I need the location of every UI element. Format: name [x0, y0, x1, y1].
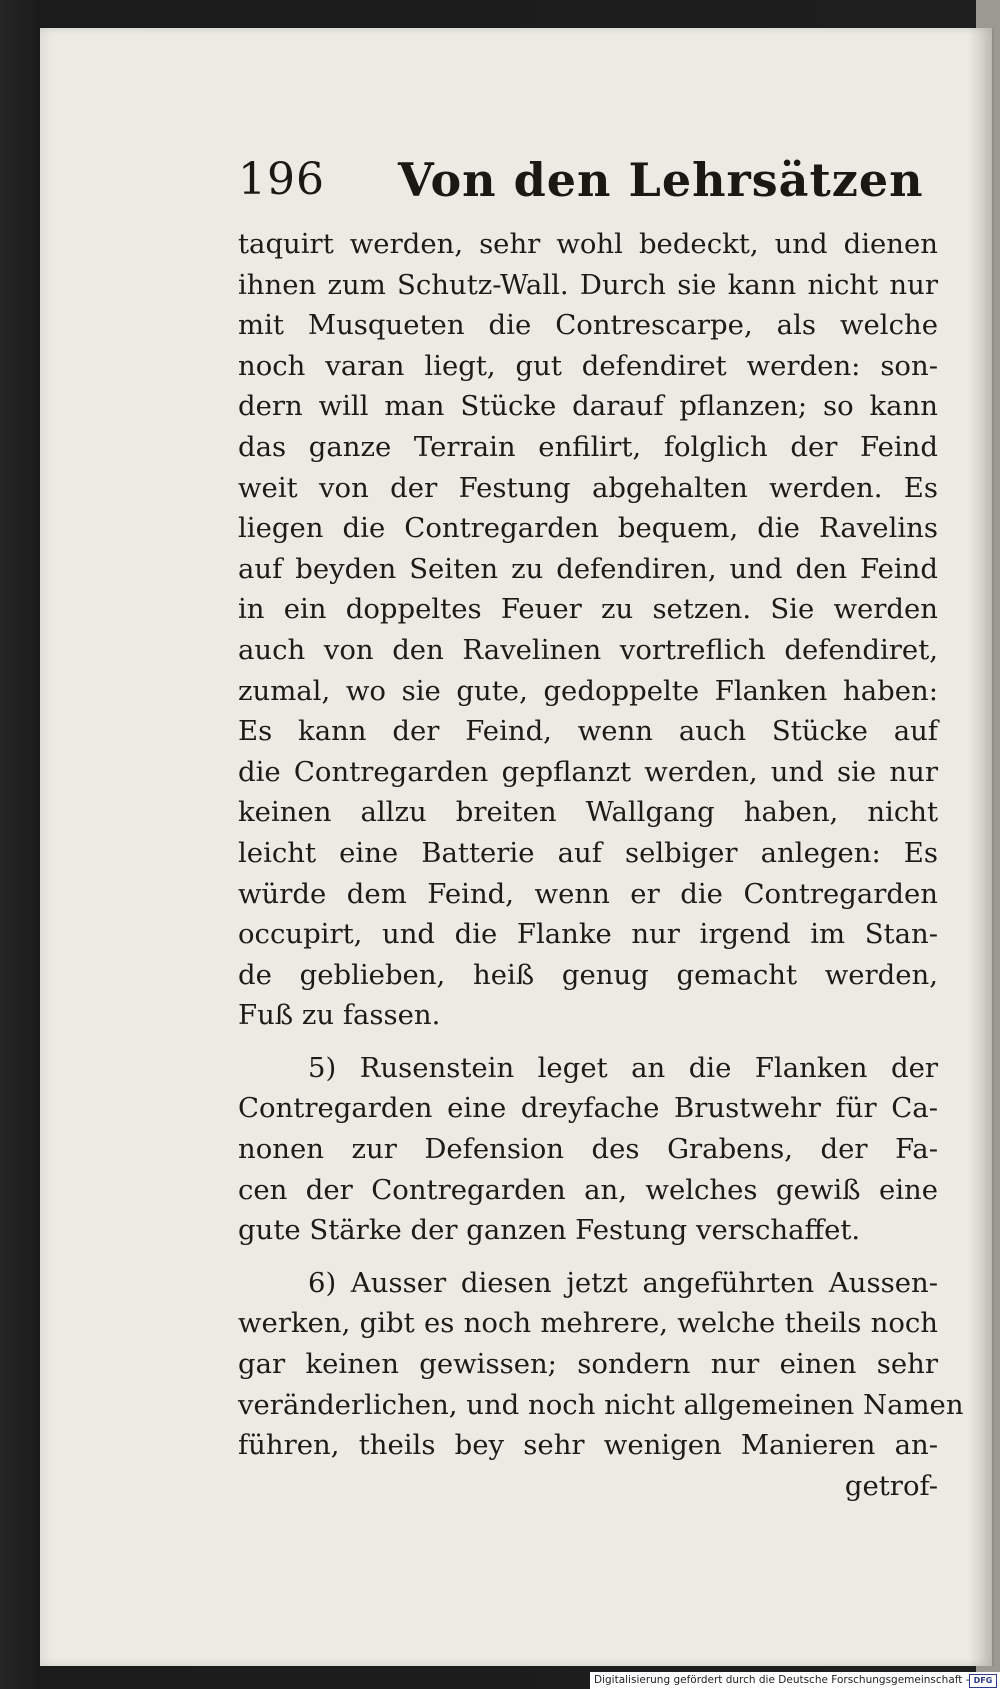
text-line: auf beyden Seiten zu defendiren, und den Feind	[238, 552, 938, 585]
paragraph-gap	[238, 1251, 938, 1263]
text-line: dern will man Stücke darauf pflanzen; so kann	[238, 390, 938, 423]
text-line: auch von den Ravelinen vortreflich defendiret,	[238, 633, 938, 666]
paragraph-5-line: nonen zur Defension des Grabens, der Fa-	[238, 1133, 938, 1166]
paragraph-6-line: werken, gibt es noch mehrere, welche theils noch	[238, 1307, 938, 1340]
paragraph-6-line: 6) Ausser diesen jetzt angeführten Aussen-	[308, 1266, 938, 1299]
page-number: 196	[238, 154, 325, 205]
text-line: würde dem Feind, wenn er die Contregarden	[238, 877, 938, 910]
page-edge-shadow	[968, 28, 994, 1666]
paragraph-5-line: 5) Rusenstein leget an die Flanken der	[308, 1051, 938, 1084]
text-line: liegen die Contregarden bequem, die Ravelins	[238, 512, 938, 545]
text-line: taquirt werden, sehr wohl bedeckt, und dienen	[238, 228, 938, 260]
paragraph-6-line: gar keinen gewissen; sondern nur einen sehr	[238, 1348, 938, 1381]
page-header	[238, 150, 938, 220]
text-line: ihnen zum Schutz-Wall. Durch sie kann nicht nur	[238, 268, 938, 301]
text-line: Es kann der Feind, wenn auch Stücke auf	[238, 715, 938, 748]
text-line: keinen allzu breiten Wallgang haben, nicht	[238, 796, 938, 829]
paragraph-5-line: cen der Contregarden an, welches gewiß eine	[238, 1173, 938, 1206]
paragraph-6-line: veränderlichen, und noch nicht allgemeinen Namen	[238, 1388, 964, 1421]
paragraph-5-line: gute Stärke der ganzen Festung verschaffet.	[238, 1214, 861, 1247]
paragraph-5-line: Contregarden eine dreyfache Brustwehr für Ca-	[238, 1092, 938, 1125]
text-line: de geblieben, heiß genug gemacht werden,	[238, 958, 938, 991]
page-body	[238, 224, 964, 1506]
text-line: leicht eine Batterie auf selbiger anlegen: Es	[238, 836, 938, 869]
text-line: weit von der Festung abgehalten werden. Es	[238, 471, 938, 504]
paragraph-6-line: führen, theils bey sehr wenigen Manieren an-	[238, 1429, 938, 1462]
text-line: zumal, wo sie gute, gedoppelte Flanken haben:	[238, 674, 938, 707]
catchword: getrof-	[844, 1469, 938, 1502]
text-line: das ganze Terrain enfilirt, folglich der Feind	[238, 430, 938, 463]
text-line: noch varan liegt, gut defendiret werden: son-	[238, 349, 938, 382]
running-title: Von den Lehrsätzen	[398, 153, 924, 207]
text-line: die Contregarden gepflanzt werden, und sie nur	[238, 755, 938, 788]
dfg-logo: DFG	[969, 1674, 997, 1688]
paragraph-gap	[238, 1036, 938, 1048]
text-line: Fuß zu fassen.	[238, 999, 441, 1032]
text-line: in ein doppeltes Feuer zu setzen. Sie werden	[238, 593, 938, 626]
text-line: occupirt, und die Flanke nur irgend im Stan-	[238, 918, 938, 951]
credit-text: Digitalisierung gefördert durch die Deutsche Forschungsgemeinschaft -	[594, 1674, 970, 1686]
text-line: mit Musqueten die Contrescarpe, als welche	[238, 309, 938, 342]
digitization-credit	[590, 1672, 1000, 1689]
